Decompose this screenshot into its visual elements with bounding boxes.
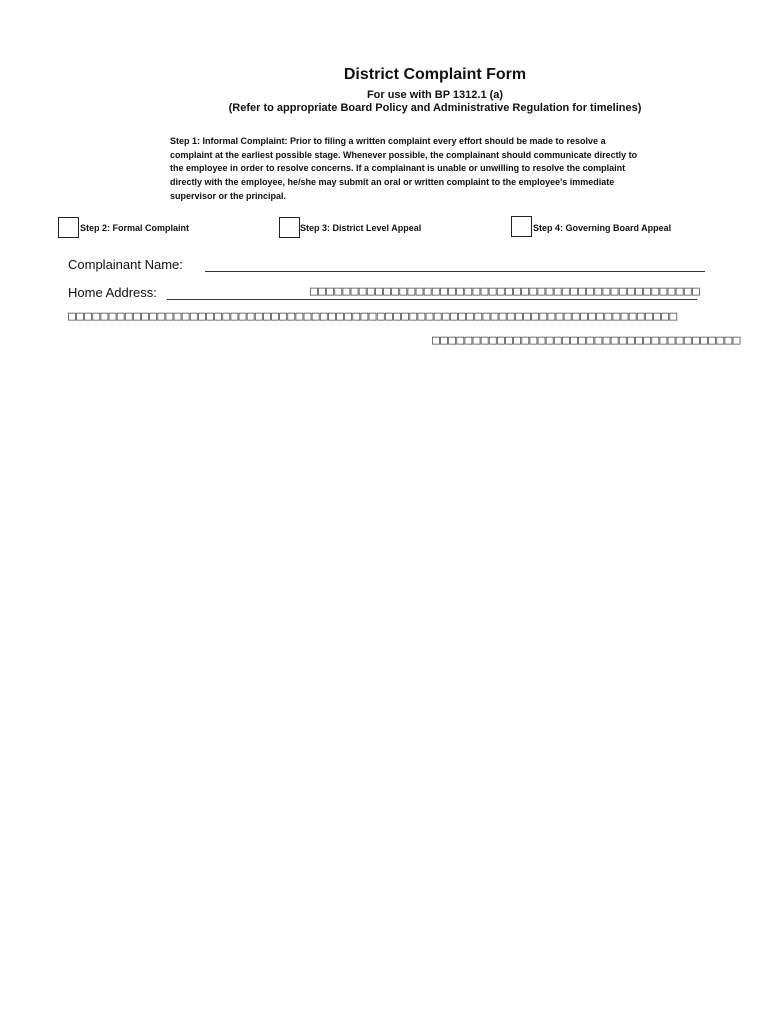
complainant-name-field[interactable]	[205, 271, 705, 272]
step2-formal-complaint-checkbox[interactable]	[58, 217, 79, 238]
form-subtitle-reference: (Refer to appropriate Board Policy and Administrative Regulation for timelines)	[228, 102, 642, 114]
home-address-label: Home Address:	[68, 285, 157, 300]
step1-line: supervisor or the principal.	[170, 190, 287, 201]
step1-informal-complaint-text	[170, 135, 700, 204]
form-subtitle-policy: For use with BP 1312.1 (a)	[366, 89, 504, 101]
home-address-field[interactable]	[167, 299, 697, 300]
step2-label: Step 2: Formal Complaint	[80, 223, 190, 233]
unrendered-text-line: □□□□□□□□□□□□□□□□□□□□□□□□□□□□□□□□□□□□□□□□□□□□□□□□	[310, 284, 701, 299]
step3-label: Step 3: District Level Appeal	[300, 223, 422, 233]
step4-label: Step 4: Governing Board Appeal	[533, 223, 672, 233]
unrendered-text-line: □□□□□□□□□□□□□□□□□□□□□□□□□□□□□□□□□□□□□□	[432, 333, 741, 348]
step4-governing-board-appeal-checkbox[interactable]	[511, 216, 532, 237]
step1-line: the employee in order to resolve concerns. If a complainant is unable or unwilling to resolve the complaint	[170, 163, 626, 174]
complainant-name-label: Complainant Name:	[68, 257, 183, 272]
unrendered-text-line: □□□□□□□□□□□□□□□□□□□□□□□□□□□□□□□□□□□□□□□□□□□□□□□□□□□□□□□□□□□□□□□□□□□□□□□□□□□	[68, 309, 678, 324]
step3-district-level-appeal-checkbox[interactable]	[279, 217, 300, 238]
step1-line: complaint at the earliest possible stage. Whenever possible, the complainant should communicate directly to	[170, 149, 638, 160]
form-title: District Complaint Form	[343, 66, 527, 83]
step1-line: directly with the employee, he/she may submit an oral or written complaint to the employee's immediate	[170, 177, 615, 188]
step1-line: Step 1: Informal Complaint: Prior to filing a written complaint every effort should be made to resolve a	[170, 136, 606, 146]
